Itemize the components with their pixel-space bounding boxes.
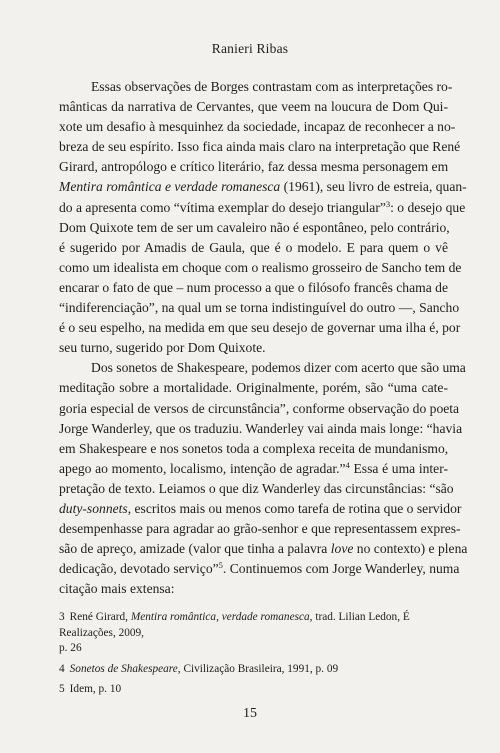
text-line — [59, 539, 468, 559]
text-fragment: : o desejo que — [390, 199, 466, 215]
footnote-5 — [59, 682, 448, 698]
text-fragment: dedicação, devotado serviço” — [59, 561, 219, 577]
text-fragment: no contexto) e plena — [353, 541, 468, 557]
text-line: como um idealista em choque com o realismo grosseiro de Sancho tem de — [59, 259, 462, 275]
text-line — [59, 559, 460, 579]
footnote-text: , trad. Lilian Ledon, É Realizações, 2009, — [59, 611, 410, 639]
footnote-text: Idem, p. 10 — [69, 683, 122, 695]
text-line: encarar o fato de que – num processo a que o filósofo francês chama de — [59, 279, 448, 295]
text-line — [59, 499, 462, 519]
text-line — [59, 177, 467, 197]
text-line — [59, 198, 466, 218]
text-line: é o seu espelho, na medida em que seu desejo de governar uma ilha é, por — [59, 320, 461, 336]
footnote-title: Sonetos de Shakespeare — [69, 662, 178, 675]
footnote-ref: 4 — [345, 459, 350, 470]
text-line: seu turno, sugerido por Dom Quixote. — [59, 340, 266, 356]
text-line: Jorge Wanderley, que os traduziu. Wanderley vai ainda mais longe: “havia — [59, 420, 463, 436]
page-number: 15 — [243, 706, 257, 721]
text-line: meditação sobre a mortalidade. Originalmente, porém, são “uma cate- — [59, 380, 448, 396]
text-line: citação mais extensa: — [59, 581, 175, 597]
text-fragment: apego ao momento, localismo, intenção de agradar.” — [59, 460, 346, 476]
italic-term: duty-sonnets — [59, 500, 128, 516]
text-line: “indiferenciação”, na qual um se torna indistinguível do outro —, Sancho — [59, 300, 460, 316]
footnote-author: René Girard, — [69, 611, 131, 623]
footnote-number: 5 — [59, 683, 65, 695]
footnote-text: p. 26 — [59, 642, 82, 654]
paragraph-borges-girard — [59, 77, 467, 358]
book-title: Mentira romântica e verdade romanesca — [59, 179, 281, 195]
text-line: xote um desafio à mesquinhez da sociedade, incapaz de reconhecer a no- — [59, 119, 456, 135]
text-fragment: . Continuemos com Jorge Wanderley, numa — [222, 561, 460, 577]
running-head: Ranieri Ribas — [211, 41, 289, 56]
footnote-number: 3 — [59, 611, 65, 623]
text-fragment: são de apreço, amizade (valor que tinha a palavra — [59, 541, 331, 557]
footnote-3 — [59, 610, 448, 657]
text-line: Dom Quixote tem de ser um cavaleiro não é espontâneo, pelo contrário, — [59, 219, 450, 235]
text-line: goria especial de versos de circunstância”, conforme observação do poeta — [59, 400, 460, 416]
footnote-text: , Civilização Brasileira, 1991, p. 09 — [177, 662, 339, 675]
italic-term: love — [330, 541, 354, 557]
text-fragment: , escritos mais ou menos como tarefa de rotina que o servidor — [127, 500, 462, 516]
footnote-ref: 3 — [385, 198, 391, 209]
footnotes — [59, 610, 448, 703]
footnote-number: 4 — [59, 662, 65, 675]
text-line: pretação de texto. Leiamos o que diz Wanderley das circunstâncias: “são — [59, 480, 454, 496]
footnote-ref: 5 — [218, 560, 223, 571]
text-line — [59, 459, 448, 479]
text-fragment: do a apresenta como “vítima exemplar do desejo triangular” — [59, 199, 386, 215]
text-line: desempenhasse para agradar ao grão-senhor e que representassem expres- — [59, 521, 461, 537]
body-text — [59, 77, 468, 599]
footnote-title: Mentira romântica, verdade romanesca — [130, 611, 310, 623]
text-line: Essas observações de Borges contrastam com as interpretações ro- — [91, 79, 453, 94]
paragraph-shakespeare-sonnets — [59, 358, 468, 599]
text-line: breza de seu espírito. Isso fica ainda mais claro na interpretação que René — [59, 139, 461, 155]
text-line: Dos sonetos de Shakespeare, podemos dizer com acerto que são uma — [91, 360, 466, 376]
text-line: mânticas da narrativa de Cervantes, que veem na loucura de Dom Qui- — [59, 99, 448, 115]
text-fragment: Essa é uma inter- — [349, 460, 448, 476]
text-line: em Shakespeare e nos sonetos toda a complexa receita de mundanismo, — [59, 440, 449, 456]
text-fragment: (1961), seu livro de estreia, quan- — [280, 179, 467, 195]
footnote-4 — [59, 662, 448, 678]
text-line: é sugerido por Amadis de Gaula, que é o modelo. E para quem o vê — [59, 239, 448, 255]
text-line: Girard, antropólogo e crítico literário, faz dessa mesma personagem em — [59, 159, 449, 175]
